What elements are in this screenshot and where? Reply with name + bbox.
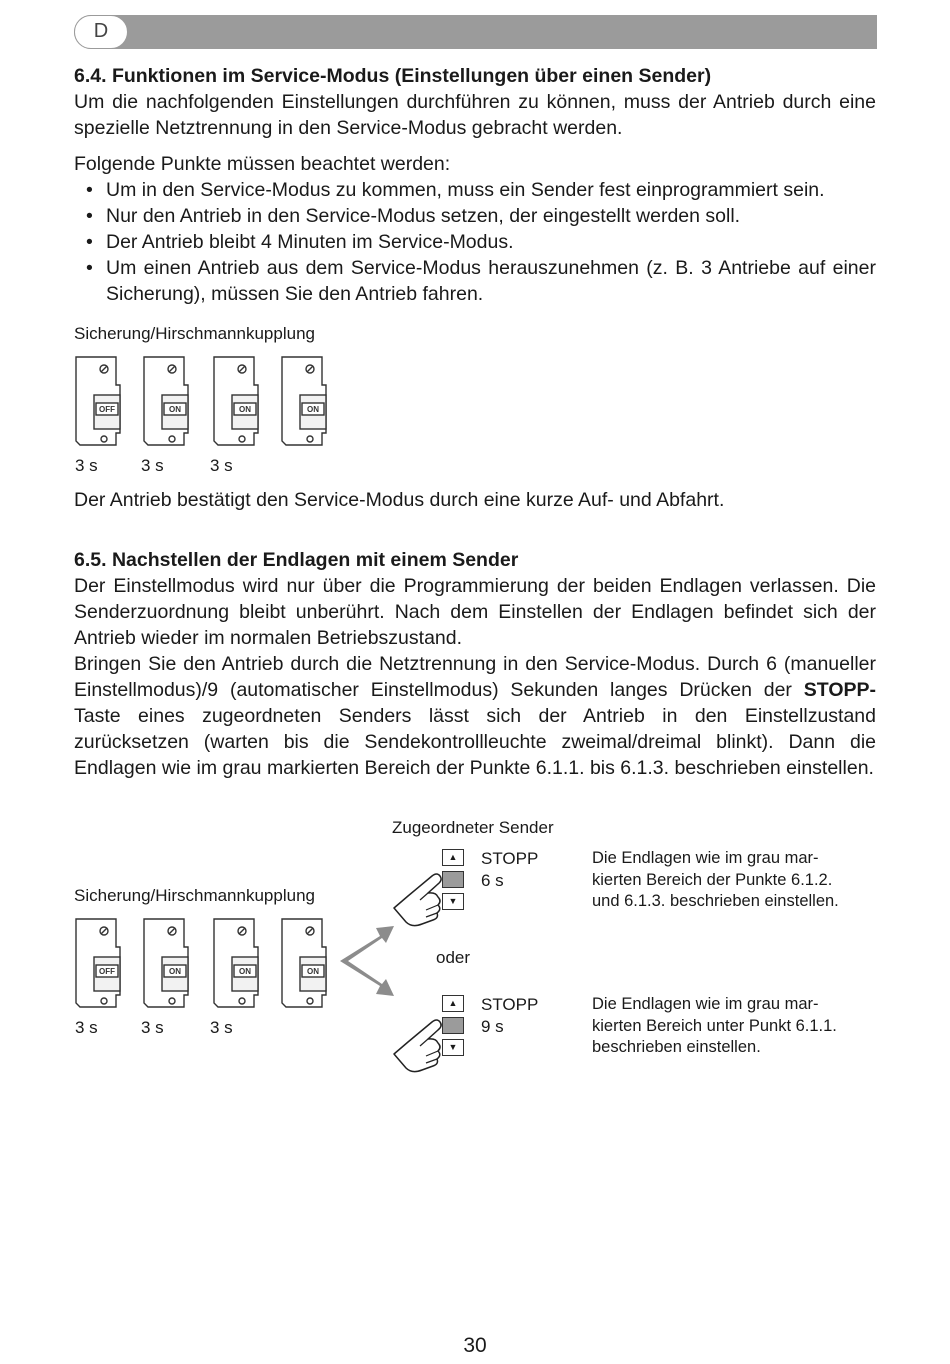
option2-button-label: STOPP [481,995,539,1014]
breaker-switch-icon [212,355,260,447]
figure-label-fuse-1: Sicherung/Hirschmannkupplung [74,324,315,343]
duration-label: 3 s [210,1018,233,1037]
option2-description: Die Endlagen wie im grau mar- kierten Bereich unter Punkt 6.1.1. beschrieben einstellen. [592,995,837,1056]
option1-button-label: STOPP [481,849,539,868]
breaker-switch-icon [142,355,190,447]
option1-description: Die Endlagen wie im grau mar- kierten Bereich der Punkte 6.1.2. und 6.1.3. beschrieben einstellen. [592,849,839,910]
breaker-state-label: OFF [99,967,115,976]
up-arrow-icon: ▲ [442,849,464,866]
breaker-switch-icon [280,917,328,1009]
duration-label: 3 s [141,1018,164,1037]
language-tab: D [74,15,128,49]
breaker-state-label: ON [307,405,319,414]
section-6-4-bullets [84,177,876,307]
section-6-5-para1: Der Einstellmodus wird nur über die Programmierung der beiden Endlagen verlassen. Die Senderzuordnung bleibt unberührt. Nach dem Einstellen der Endlagen befindet sich der Antrieb wieder im normalen Betriebszustand. [74,575,876,649]
pointing-hand-icon [388,862,458,932]
section-6-4 [74,63,876,141]
breaker-state-label: ON [169,967,181,976]
or-label: oder [436,948,471,967]
breaker-switch-icon [142,917,190,1009]
breaker-switch-icon [212,917,260,1009]
breaker-state-label: ON [169,405,181,414]
breaker-state-label: OFF [99,405,115,414]
option1-time-label: 6 s [481,871,504,890]
breaker-switch-icon [280,355,328,447]
list-item: • Der Antrieb bleibt 4 Minuten im Service-Modus. [84,229,876,255]
breaker-row-1 [74,355,344,447]
header-bar [74,15,877,49]
down-arrow-icon: ▼ [442,1039,464,1056]
breaker-state-label: ON [239,405,251,414]
page-number: 30 [463,1334,487,1357]
duration-label: 3 s [210,456,233,475]
section-6-4-confirm: Der Antrieb bestätigt den Service-Modus durch eine kurze Auf- und Abfahrt. [74,489,725,511]
up-arrow-icon: ▲ [442,995,464,1012]
pointing-hand-icon [388,1008,458,1078]
breaker-row-2 [74,917,344,1009]
list-item: • Um einen Antrieb aus dem Service-Modus herauszunehmen (z. B. 3 Antriebe auf einer Sicherung), müssen Sie den Antrieb fahren. [84,255,876,307]
figure-label-fuse-2: Sicherung/Hirschmannkupplung [74,886,315,905]
stopp-key-label: STOPP- [803,679,876,701]
breaker-state-label: ON [307,967,319,976]
section-6-5-title: 6.5. Nachstellen der Endlagen mit einem Sender [74,549,519,571]
breaker-state-label: ON [239,967,251,976]
breaker-switch-icon [74,917,122,1009]
section-6-5 [74,547,876,781]
option2-time-label: 9 s [481,1017,504,1036]
duration-label: 3 s [141,456,164,475]
down-arrow-icon: ▼ [442,893,464,910]
section-6-4-title: 6.4. Funktionen im Service-Modus (Einstellungen über einen Sender) [74,65,712,87]
list-item: • Um in den Service-Modus zu kommen, muss ein Sender fest einprogrammiert sein. [84,177,876,203]
section-6-4-intro: Um die nachfolgenden Einstellungen durchführen zu können, muss der Antrieb durch eine spezielle Netztrennung in den Service-Modus gebracht werden. [74,91,876,139]
sender-label: Zugeordneter Sender [392,818,554,837]
breaker-switch-icon [74,355,122,447]
section-6-4-lead: Folgende Punkte müssen beachtet werden: [74,153,451,175]
duration-label: 3 s [75,1018,98,1037]
duration-label: 3 s [75,456,98,475]
section-6-5-para2: Bringen Sie den Antrieb durch die Netztrennung in den Service-Modus. Durch 6 (manueller Einstellmodus)/9 (automatischer Einstellmodus) Sekunden langes Drücken der STOPP-Taste eines zugeordneten Senders lässt sich der Antrieb in den Einstellzustand zurücksetzen (warten bis die Sendekontrollleuchte zweimal/dreimal blinkt). Dann die Endlagen wie im grau markierten Bereich der Punkte 6.1.1. bis 6.1.3. beschrieben einstellen. [74,653,876,779]
list-item: • Nur den Antrieb in den Service-Modus setzen, der eingestellt werden soll. [84,203,876,229]
